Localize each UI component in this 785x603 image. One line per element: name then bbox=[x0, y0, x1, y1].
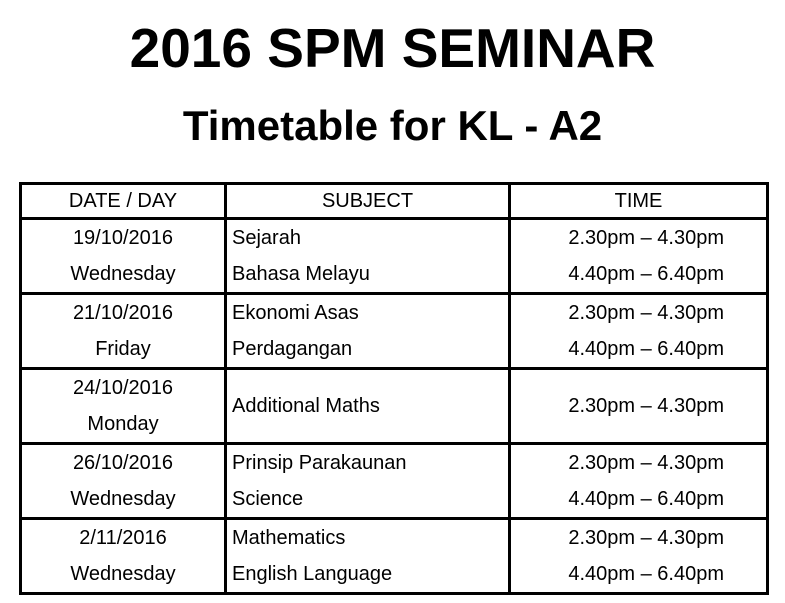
date-cell: 21/10/2016 bbox=[21, 294, 226, 332]
time-cell: 4.40pm – 6.40pm bbox=[510, 481, 768, 519]
time-cell: 4.40pm – 6.40pm bbox=[510, 256, 768, 294]
subject-cell: Prinsip Parakaunan bbox=[226, 444, 510, 482]
time-cell: 4.40pm – 6.40pm bbox=[510, 331, 768, 369]
table-row bbox=[21, 369, 768, 407]
day-cell: Friday bbox=[21, 331, 226, 369]
page-title: 2016 SPM SEMINAR bbox=[129, 17, 656, 79]
table-row bbox=[21, 444, 768, 482]
subject-cell: Ekonomi Asas bbox=[226, 294, 510, 332]
header-time: TIME bbox=[510, 184, 768, 219]
date-cell: 19/10/2016 bbox=[21, 219, 226, 257]
date-cell: 26/10/2016 bbox=[21, 444, 226, 482]
time-cell: 2.30pm – 4.30pm bbox=[510, 294, 768, 332]
table-row bbox=[21, 481, 768, 519]
subject-cell: Mathematics bbox=[226, 519, 510, 557]
time-cell: 2.30pm – 4.30pm bbox=[510, 219, 768, 257]
time-cell: 2.30pm – 4.30pm bbox=[510, 369, 768, 444]
subject-cell: Additional Maths bbox=[226, 369, 510, 444]
table-row bbox=[21, 556, 768, 594]
date-cell: 24/10/2016 bbox=[21, 369, 226, 407]
subject-cell: Perdagangan bbox=[226, 331, 510, 369]
subject-cell: English Language bbox=[226, 556, 510, 594]
time-cell: 2.30pm – 4.30pm bbox=[510, 444, 768, 482]
day-cell: Wednesday bbox=[21, 556, 226, 594]
day-cell: Monday bbox=[21, 406, 226, 444]
subject-cell: Sejarah bbox=[226, 219, 510, 257]
table-row bbox=[21, 331, 768, 369]
page-subtitle: Timetable for KL - A2 bbox=[182, 102, 603, 149]
subject-cell: Science bbox=[226, 481, 510, 519]
table-row bbox=[21, 256, 768, 294]
table-row bbox=[21, 519, 768, 557]
header-row bbox=[21, 184, 768, 219]
time-cell: 4.40pm – 6.40pm bbox=[510, 556, 768, 594]
table-row bbox=[21, 219, 768, 257]
header-date: DATE / DAY bbox=[21, 184, 226, 219]
timetable bbox=[19, 182, 769, 595]
header-subject: SUBJECT bbox=[226, 184, 510, 219]
table-row bbox=[21, 294, 768, 332]
subject-cell: Bahasa Melayu bbox=[226, 256, 510, 294]
time-cell: 2.30pm – 4.30pm bbox=[510, 519, 768, 557]
day-cell: Wednesday bbox=[21, 256, 226, 294]
date-cell: 2/11/2016 bbox=[21, 519, 226, 557]
day-cell: Wednesday bbox=[21, 481, 226, 519]
